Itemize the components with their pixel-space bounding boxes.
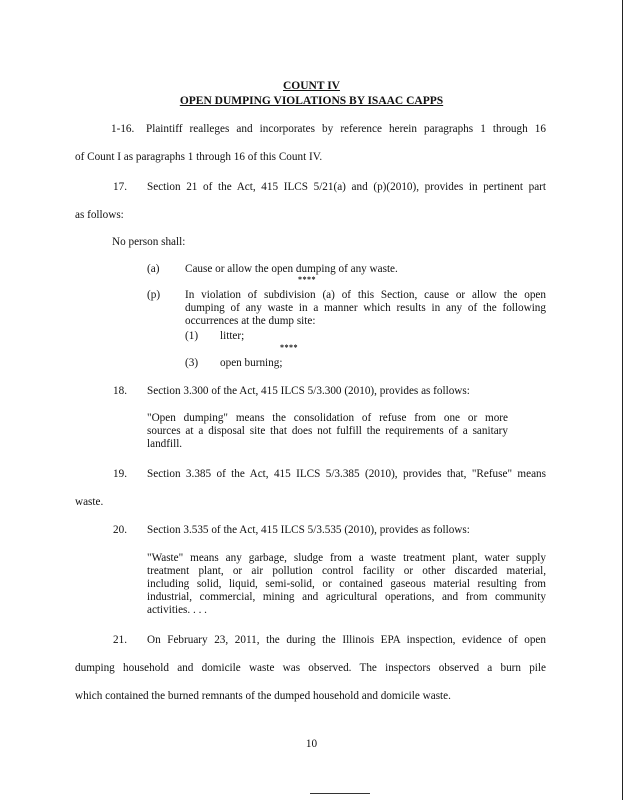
para-17-intro: No person shall: xyxy=(112,236,186,248)
item-a-label: (a) xyxy=(147,263,160,275)
item-p-line1: In violation of subdivision (a) of this Section, cause or allow the open xyxy=(185,289,546,301)
para-number-18: 18. xyxy=(113,385,127,397)
para-1-16-line2: of Count I as paragraphs 1 through 16 of this Count IV. xyxy=(75,151,323,163)
para-20-quote3: including solid, liquid, semi-solid, or contained gaseous material resulting from xyxy=(147,578,546,590)
item-p-line2: dumping of any waste in a manner which results in any of the following xyxy=(185,302,546,314)
sub-item-1-label: (1) xyxy=(185,330,199,342)
para-number-20: 20. xyxy=(113,524,127,536)
para-18-quote2: sources at a disposal site that does not fulfill the requirements of a sanitary xyxy=(147,425,508,437)
para-18-quote3: landfill. xyxy=(147,438,183,450)
para-20-quote4: industrial, commercial, mining and agricultural operations, and from community xyxy=(147,591,546,603)
page-number: 10 xyxy=(305,738,318,750)
para-17-line2: as follows: xyxy=(75,209,124,221)
ellipsis-stars-2: **** xyxy=(280,343,298,352)
para-1-16-line1: Plaintiff realleges and incorporates by reference herein paragraphs 1 through 16 xyxy=(146,123,546,135)
item-p-label: (p) xyxy=(147,289,161,301)
count-heading: COUNT IV xyxy=(283,80,340,92)
para-21-line2: dumping household and domicile waste was observed. The inspectors observed a burn pile xyxy=(75,662,546,674)
para-18-quote1: "Open dumping" means the consolidation of refuse from one or more xyxy=(147,412,508,424)
para-20-quote2: treatment plant, or air pollution control facility or other discarded material, xyxy=(147,565,546,577)
sub-item-3-label: (3) xyxy=(185,357,199,369)
sub-item-1-text: litter; xyxy=(220,330,245,342)
para-17-line1: Section 21 of the Act, 415 ILCS 5/21(a) and (p)(2010), provides in pertinent part xyxy=(147,181,546,193)
para-18-line1: Section 3.300 of the Act, 415 ILCS 5/3.300 (2010), provides as follows: xyxy=(147,385,470,397)
para-21-line1: On February 23, 2011, the during the Illinois EPA inspection, evidence of open xyxy=(147,634,546,646)
para-number-1-16: 1-16. xyxy=(111,123,135,135)
para-20-quote1: "Waste" means any garbage, sludge from a waste treatment plant, water supply xyxy=(147,552,546,564)
sub-item-3-text: open burning; xyxy=(220,357,283,369)
para-19-line2: waste. xyxy=(75,496,104,508)
item-p-line3: occurrences at the dump site: xyxy=(185,315,316,327)
bottom-edge-mark xyxy=(310,793,370,794)
para-number-19: 19. xyxy=(113,468,127,480)
para-20-line1: Section 3.535 of the Act, 415 ILCS 5/3.535 (2010), provides as follows: xyxy=(147,524,470,536)
para-20-quote5: activities. . . . xyxy=(147,604,207,616)
ellipsis-stars-1: **** xyxy=(298,275,316,284)
para-number-17: 17. xyxy=(113,181,127,193)
count-subheading: OPEN DUMPING VIOLATIONS BY ISAAC CAPPS xyxy=(179,95,444,107)
para-19-line1: Section 3.385 of the Act, 415 ILCS 5/3.385 (2010), provides that, "Refuse" means xyxy=(147,468,546,480)
para-number-21: 21. xyxy=(113,634,127,646)
item-a-text: Cause or allow the open dumping of any waste. xyxy=(185,263,398,275)
para-21-line3: which contained the burned remnants of the dumped household and domicile waste. xyxy=(75,690,451,702)
